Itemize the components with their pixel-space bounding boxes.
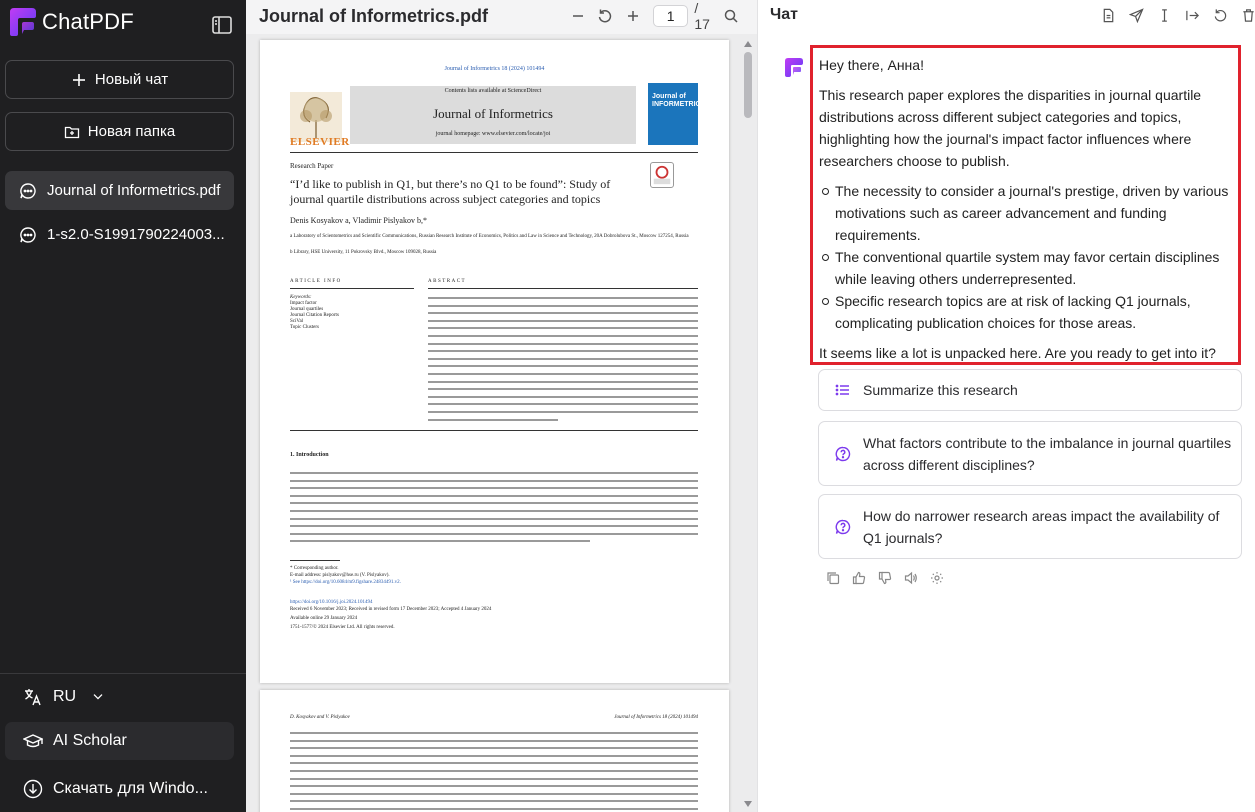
section-label: Research Paper <box>290 162 334 170</box>
text-line-placeholder <box>428 419 558 421</box>
keywords-label: Keywords: <box>290 295 312 300</box>
text-line-placeholder <box>428 297 698 299</box>
pdf-title: Journal of Informetrics.pdf <box>259 6 489 26</box>
page-rule <box>428 288 698 289</box>
chat-item-label: 1-s2.0-S1991790224003... <box>47 226 225 243</box>
page2-header <box>290 715 698 720</box>
doi-link[interactable]: https://doi.org/10.1016/j.joi.2024.101494 <box>290 600 373 605</box>
text-line-placeholder <box>290 525 698 527</box>
text-cursor-icon <box>1157 8 1172 23</box>
copy-icon <box>826 571 840 585</box>
translate-icon <box>23 687 43 707</box>
text-line-placeholder <box>428 335 698 337</box>
text-line-placeholder <box>428 388 698 390</box>
rotate-icon <box>597 8 613 24</box>
suggestion-label: Summarize this research <box>863 382 1018 398</box>
speaker-icon <box>904 571 918 585</box>
chatpdf-logo-icon <box>6 6 38 38</box>
text-line-placeholder <box>290 770 698 772</box>
sidebar-chat-journal-of-informetrics[interactable] <box>5 171 234 210</box>
text-line-placeholder <box>290 808 698 810</box>
intro-heading: 1. Introduction <box>290 452 329 458</box>
greeting: Hey there, Анна! <box>819 57 924 73</box>
message-actions <box>824 570 946 586</box>
chat-pane <box>757 0 1255 812</box>
minus-icon <box>570 8 586 24</box>
keyword: Journal Citation Reports <box>290 313 339 318</box>
journal-cover <box>648 83 706 145</box>
thumbs-down-icon <box>878 571 892 585</box>
received-dates: Received 6 November 2023; Received in revised form 17 December 2023; Accepted 4 January 2024 <box>290 607 492 612</box>
text-line-placeholder <box>428 305 698 307</box>
thumbs-down-button[interactable] <box>876 570 894 586</box>
affiliation-b: b Library, HSE University, 11 Pokrovsky Blvd., Moscow 109028, Russia <box>290 250 437 255</box>
keyword: Journal quartiles <box>290 307 324 312</box>
footnote-see[interactable]: ¹ See https://doi.org/10.6084/m9.figshare.24834491.v2. <box>290 580 401 585</box>
page-journal-ref: Journal of Informetrics 18 (2024) 101494 <box>444 66 545 72</box>
elsevier-wordmark: ELSEVIER <box>290 136 350 148</box>
keywords-block <box>290 295 339 331</box>
bullet-item: The conventional quartile system may favor certain disciplines while leaving others underrepresented. <box>835 246 1232 290</box>
text-line-placeholder <box>290 747 698 749</box>
search-button[interactable] <box>717 3 745 29</box>
bullet-item: The necessity to consider a journal's prestige, driven by various motivations such as career advancement and funding requirements. <box>835 180 1232 246</box>
text-line-placeholder <box>428 381 698 383</box>
assistant-message <box>810 45 1241 365</box>
summary-bullets <box>819 180 1232 334</box>
document-icon <box>1101 8 1116 23</box>
text-line-placeholder <box>290 480 698 482</box>
share-button[interactable] <box>1122 4 1150 26</box>
suggestion-label: How do narrower research areas impact the availability of Q1 journals? <box>863 507 1220 546</box>
contents-line: Contents lists available at ScienceDirect <box>444 88 542 94</box>
text-line-placeholder <box>290 785 698 787</box>
article-info-heading: ARTICLE INFO <box>290 279 342 284</box>
thumbs-up-icon <box>852 571 866 585</box>
pdf-page-2 <box>260 690 729 812</box>
plus-icon <box>71 72 87 88</box>
language-label: RU <box>53 688 77 705</box>
text-line-placeholder <box>290 510 698 512</box>
new-folder-button[interactable] <box>5 112 234 151</box>
read-aloud-button[interactable] <box>902 570 920 586</box>
copyright: 1751-1577/© 2024 Elsevier Ltd. All rights reserved. <box>290 625 395 630</box>
search-icon <box>723 8 739 24</box>
journal-banner <box>350 86 636 144</box>
paper-authors: Denis Kosyakov a, Vladimir Pislyakov b,* <box>290 216 427 225</box>
text-line-placeholder <box>290 495 698 497</box>
keyword: SciVal <box>290 319 304 324</box>
collapse-panel-button[interactable] <box>1178 4 1206 26</box>
text-line-placeholder <box>290 540 590 542</box>
export-pdf-button[interactable] <box>1094 4 1122 26</box>
gear-icon <box>930 571 944 585</box>
refresh-icon <box>1213 8 1228 23</box>
journal-cover-text: Journal of INFORMETRICS <box>652 93 706 108</box>
ai-scholar-label: AI Scholar <box>53 732 127 749</box>
suggestion-summarize[interactable] <box>818 369 1242 411</box>
paper-title: “I’d like to publish in Q1, but there’s no Q1 to be found”: Study of journal quartile distributions across subject categories and topics <box>290 177 611 206</box>
list-icon <box>835 382 851 398</box>
sidebar-divider <box>0 673 246 674</box>
pdf-scrollbar-thumb[interactable] <box>744 52 752 118</box>
text-line-placeholder <box>290 472 698 474</box>
reset-chat-button[interactable] <box>1206 4 1234 26</box>
text-line-placeholder <box>428 358 698 360</box>
page-rule <box>290 288 414 289</box>
text-line-placeholder <box>428 403 698 405</box>
reset-zoom-button[interactable] <box>592 3 620 29</box>
copy-button[interactable] <box>824 570 842 586</box>
text-line-placeholder <box>428 365 698 367</box>
footnote-corresponding: * Corresponding author. <box>290 566 339 571</box>
text-line-placeholder <box>428 320 698 322</box>
question-bubble-icon <box>835 446 851 462</box>
check-for-updates-icon <box>650 162 674 188</box>
pdf-toolbar <box>246 0 757 34</box>
download-label: Скачать для Windo... <box>53 780 208 797</box>
plus-icon <box>625 8 641 24</box>
page-rule <box>290 430 698 431</box>
pdf-page-1 <box>260 40 729 683</box>
suggestion-question-factors[interactable] <box>818 421 1242 486</box>
trash-icon <box>1241 8 1255 23</box>
text-line-placeholder <box>290 800 698 802</box>
graduation-cap-icon <box>23 731 43 751</box>
new-chat-label: Новый чат <box>94 71 169 88</box>
settings-button[interactable] <box>928 570 946 586</box>
ai-scholar-button[interactable] <box>5 722 234 760</box>
text-line-placeholder <box>428 327 698 329</box>
sidebar-chat-s1991790224003[interactable] <box>5 215 234 254</box>
text-line-placeholder <box>428 373 698 375</box>
download-windows-button[interactable] <box>5 770 234 808</box>
brand[interactable] <box>6 6 134 38</box>
text-line-placeholder <box>428 312 698 314</box>
folder-plus-icon <box>64 124 80 140</box>
text-line-placeholder <box>428 396 698 398</box>
sidebar <box>0 0 246 812</box>
page-rule <box>290 152 698 153</box>
text-line-placeholder <box>290 740 698 742</box>
closing-text: It seems like a lot is unpacked here. Are you ready to get into it? <box>819 345 1216 361</box>
zoom-out-button[interactable] <box>564 3 592 29</box>
keyword: Topic Clusters <box>290 325 319 330</box>
text-line-placeholder <box>290 518 698 520</box>
new-chat-button[interactable] <box>5 60 234 99</box>
language-selector[interactable] <box>5 678 234 716</box>
brand-name: ChatPDF <box>42 9 134 34</box>
delete-chat-button[interactable] <box>1234 4 1255 26</box>
bullet-item: Specific research topics are at risk of lacking Q1 journals, complicating publication choices for those areas. <box>835 290 1232 334</box>
chevron-down-icon <box>90 689 106 705</box>
affiliation-a: a Laboratory of Scientometrics and Scientific Communications, Russian Research Institute of Economics, Politics and Law in Science and Technology, 20A Dobrolubova St., Moscow 127254, Russia <box>290 234 689 239</box>
pdf-controls <box>564 0 745 32</box>
journal-homepage: journal homepage: www.elsevier.com/locate/joi <box>435 131 551 137</box>
text-line-placeholder <box>290 778 698 780</box>
scroll-up-arrow-icon[interactable] <box>743 40 753 48</box>
text-line-placeholder <box>290 793 698 795</box>
text-line-placeholder <box>290 755 698 757</box>
question-bubble-icon <box>835 519 851 535</box>
page2-header-left: D. Kosyakov and V. Pislyakov <box>290 715 350 720</box>
page-total: / 17 <box>694 0 710 32</box>
journal-title: Journal of Informetrics <box>433 106 553 121</box>
footnote-email: E-mail address: pislyakov@hse.ru (V. Pislyakov). <box>290 573 390 578</box>
chat-bubble-icon <box>19 182 37 200</box>
suggestion-label: What factors contribute to the imbalance in journal quartiles across different disciplines? <box>863 434 1232 473</box>
assistant-avatar-icon <box>782 56 804 78</box>
scroll-down-arrow-icon[interactable] <box>743 800 753 808</box>
footnote-rule <box>290 560 340 561</box>
text-line-placeholder <box>428 343 698 345</box>
chat-title: Чат <box>770 6 798 23</box>
pdf-viewer <box>246 0 757 812</box>
zoom-in-button[interactable] <box>619 3 647 29</box>
new-folder-label: Новая папка <box>87 123 176 140</box>
chat-bubble-icon <box>19 226 37 244</box>
arrow-right-bar-icon <box>1185 8 1200 23</box>
chat-toolbar <box>1094 4 1255 26</box>
text-line-placeholder <box>428 350 698 352</box>
page-number-input[interactable]: 1 <box>653 5 689 27</box>
text-line-placeholder <box>290 762 698 764</box>
send-icon <box>1129 8 1144 23</box>
text-line-placeholder <box>290 732 698 734</box>
text-line-placeholder <box>290 533 698 535</box>
summary-text: This research paper explores the disparities in journal quartile distributions across different subject categories and topics, highlighting how the journal's impact factor influences where researchers choose to publish. <box>819 87 1202 169</box>
text-cursor-button[interactable] <box>1150 4 1178 26</box>
abstract-heading: ABSTRACT <box>428 279 467 284</box>
chat-item-label: Journal of Informetrics.pdf <box>47 182 221 199</box>
sidebar-collapse-icon[interactable] <box>210 13 234 37</box>
text-line-placeholder <box>290 487 698 489</box>
suggestion-question-narrower[interactable] <box>818 494 1242 559</box>
text-line-placeholder <box>428 411 698 413</box>
online-date: Available online 29 January 2024 <box>290 616 358 621</box>
download-icon <box>23 779 43 799</box>
thumbs-up-button[interactable] <box>850 570 868 586</box>
page2-header-right: Journal of Informetrics 18 (2024) 101494 <box>614 715 698 720</box>
text-line-placeholder <box>290 502 698 504</box>
keyword: Impact factor <box>290 301 317 306</box>
